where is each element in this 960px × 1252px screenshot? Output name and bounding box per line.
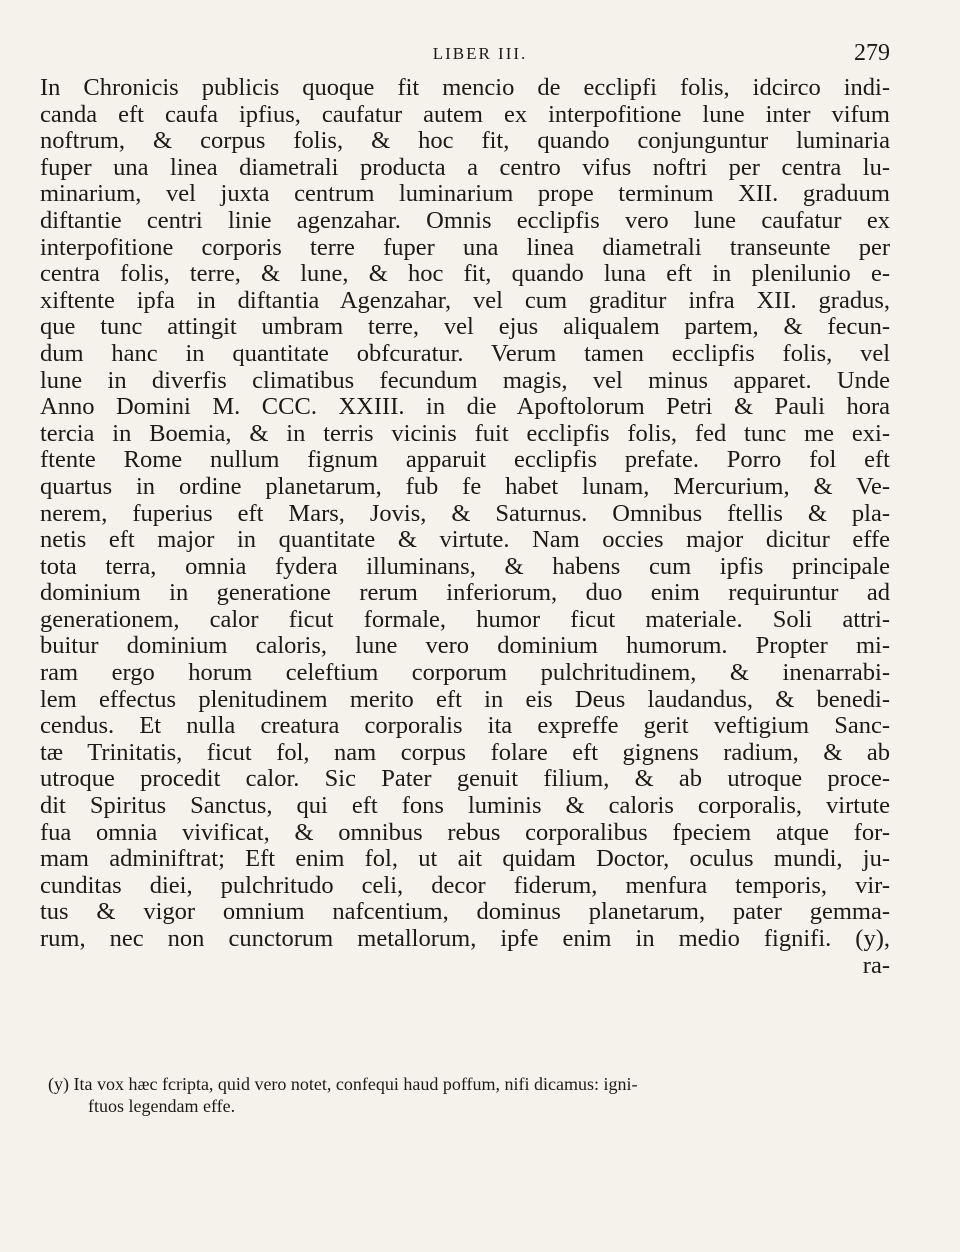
text-line: utroque procedit calor. Sic Pater genuit filium, & ab utroque proce- xyxy=(40,765,890,793)
text-line: interpofitione corporis terre fuper una linea diametrali transeunte per xyxy=(40,233,890,261)
text-line: nerem, fuperius eft Mars, Jovis, & Saturnus. Omnibus ftellis & pla- xyxy=(40,499,890,527)
footnote-block xyxy=(48,1073,888,1117)
text-line: netis eft major in quantitate & virtute. Nam occies major dicitur effe xyxy=(40,526,890,554)
text-line: buitur dominium caloris, lune vero dominium humorum. Propter mi- xyxy=(40,632,890,660)
text-line: tus & vigor omnium nafcentium, dominus planetarum, pater gemma- xyxy=(40,898,890,926)
text-line: ram ergo horum celeftium corporum pulchritudinem, & inenarrabi- xyxy=(40,659,890,687)
running-head: LIBER III. xyxy=(432,44,528,63)
text-line: canda eft caufa ipfius, caufatur autem ex interpofitione lune inter vifum xyxy=(40,100,890,128)
text-line: diftantie centri linie agenzahar. Omnis ecclipfis vero lune caufatur ex xyxy=(40,206,890,234)
text-line: quartus in ordine planetarum, fub fe habet lunam, Mercurium, & Ve- xyxy=(40,472,890,500)
text-line: fua omnia vivificat, & omnibus rebus corporalibus fpeciem atque for- xyxy=(40,818,890,846)
footnote-line: (y) Ita vox hæc fcripta, quid vero notet, confequi haud poffum, nifi dicamus: igni- xyxy=(48,1074,638,1094)
text-line: ra- xyxy=(862,951,890,979)
text-line: In Chronicis publicis quoque fit mencio de ecclipfi folis, idcirco indi- xyxy=(40,74,890,101)
text-line: noftrum, & corpus folis, & hoc fit, quando conjunguntur luminaria xyxy=(40,127,890,155)
text-line: lem effectus plenitudinem merito eft in eis Deus laudandus, & benedi- xyxy=(40,685,890,713)
text-line: dominium in generatione rerum inferiorum, duo enim requiruntur ad xyxy=(40,579,890,607)
page-header xyxy=(0,40,960,70)
text-line: generationem, calor ficut formale, humor ficut materiale. Soli attri- xyxy=(40,605,890,633)
page-number: 279 xyxy=(854,40,890,66)
text-line: minarium, vel juxta centrum luminarium prope terminum XII. graduum xyxy=(40,180,890,208)
text-line: cunditas diei, pulchritudo celi, decor fiderum, menfura temporis, vir- xyxy=(40,871,890,899)
text-line: cendus. Et nulla creatura corporalis ita expreffe gerit veftigium Sanc- xyxy=(40,712,890,740)
text-line: xiftente ipfa in diftantia Agenzahar, vel cum graditur infra XII. gradus, xyxy=(40,286,890,314)
text-line: tercia in Boemia, & in terris vicinis fuit ecclipfis folis, fed tunc me exi- xyxy=(40,419,890,447)
text-line: tota terra, omnia fydera illuminans, & habens cum ipfis principale xyxy=(40,552,890,580)
text-line: que tunc attingit umbram terre, vel ejus aliqualem partem, & fecun- xyxy=(40,313,890,341)
text-line: Anno Domini M. CCC. XXIII. in die Apoftolorum Petri & Pauli hora xyxy=(40,393,890,421)
text-line: mam adminiftrat; Eft enim fol, ut ait quidam Doctor, oculus mundi, ju- xyxy=(40,845,890,873)
text-line: ftente Rome nullum fignum apparuit ecclipfis prefate. Porro fol eft xyxy=(40,446,890,474)
text-line: rum, nec non cunctorum metallorum, ipfe enim in medio fignifi. (y), xyxy=(40,925,890,952)
footnote-line: ftuos legendam effe. xyxy=(88,1096,236,1116)
text-line: tæ Trinitatis, ficut fol, nam corpus folare eft gignens radium, & ab xyxy=(40,738,890,766)
text-line: dit Spiritus Sanctus, qui eft fons luminis & caloris corporalis, virtute xyxy=(40,792,890,820)
text-line: fuper una linea diametrali producta a centro vifus noftri per centra lu- xyxy=(40,153,890,181)
main-text-block xyxy=(40,75,890,979)
text-line: centra folis, terre, & lune, & hoc fit, quando luna eft in plenilunio e- xyxy=(40,260,890,288)
text-line: lune in diverfis climatibus fecundum magis, vel minus apparet. Unde xyxy=(40,366,890,394)
text-line: dum hanc in quantitate obfcuratur. Verum tamen ecclipfis folis, vel xyxy=(40,339,890,367)
